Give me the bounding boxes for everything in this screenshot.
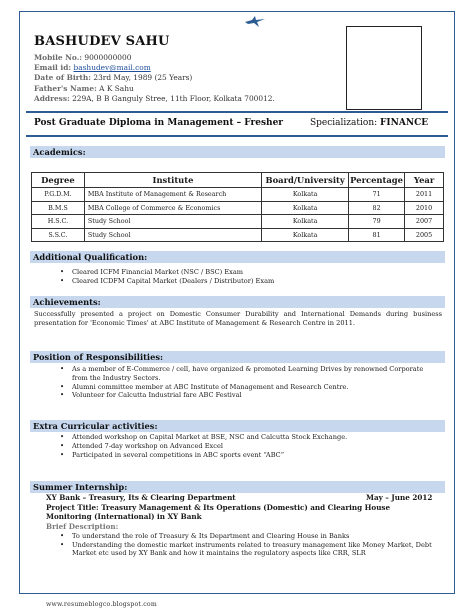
col-percentage: Percentage bbox=[349, 173, 405, 188]
mobile-label: Mobile No.: bbox=[34, 53, 83, 62]
cell-institute: Study School bbox=[84, 228, 261, 242]
list-item: • Participated in several competitions in ABC sports event “ABC” bbox=[60, 451, 438, 460]
table-row bbox=[32, 201, 444, 215]
section-qualification: Additional Qualification: bbox=[30, 251, 445, 263]
achievements-text: Successfully presented a project on Domestic Consumer Durability and International Demands during business presentation for 'Economic Times' at ABC Institute of Management & Research Centre in 2011. bbox=[34, 310, 442, 327]
photo-placeholder bbox=[346, 26, 422, 110]
cell-year: 2010 bbox=[405, 201, 444, 215]
resume-page bbox=[19, 11, 455, 594]
table-row bbox=[32, 188, 444, 202]
col-institute: Institute bbox=[84, 173, 261, 188]
cell-institute: MBA College of Commerce & Economics bbox=[84, 201, 261, 215]
header-divider bbox=[26, 111, 448, 113]
cell-institute: MBA Institute of Management & Research bbox=[84, 188, 261, 202]
candidate-name: BASHUDEV SAHU bbox=[34, 34, 170, 49]
cell-percentage: 81 bbox=[349, 228, 405, 242]
internship-company: XY Bank – Treasury, Its & Clearing Department bbox=[46, 493, 236, 502]
section-responsibilities: Position of Responsibilities: bbox=[30, 351, 445, 363]
table-row bbox=[32, 228, 444, 242]
list-item: • Alumni committee member at ABC Institute of Management and Research Centre. bbox=[60, 383, 438, 392]
table-row bbox=[32, 215, 444, 229]
list-item: • Attended workshop on Capital Market at BSE, NSC and Calcutta Stock Exchange. bbox=[60, 433, 438, 442]
cell-board: Kolkata bbox=[262, 228, 349, 242]
objective-divider bbox=[26, 135, 448, 137]
email-label: Email id: bbox=[34, 63, 72, 73]
father-value: A K Sahu bbox=[99, 83, 134, 93]
list-item: • Cleared ICDFM Capital Market (Dealers / Distributor) Exam bbox=[60, 277, 274, 286]
academics-table bbox=[31, 172, 444, 242]
cell-degree: H.S.C. bbox=[32, 215, 85, 229]
dob-value: 23rd May, 1989 (25 Years) bbox=[93, 73, 193, 83]
father-label: Father's Name: bbox=[34, 83, 97, 93]
cell-degree: B.M.S bbox=[32, 201, 85, 215]
cell-board: Kolkata bbox=[262, 215, 349, 229]
internship-list bbox=[60, 532, 436, 558]
specialization-value: FINANCE bbox=[380, 118, 429, 128]
cell-year: 2005 bbox=[405, 228, 444, 242]
list-item: • To understand the role of Treasury & Its Department and Clearing House in Banks bbox=[60, 532, 436, 541]
cell-degree: P.G.D.M. bbox=[32, 188, 85, 202]
section-academics: Academics: bbox=[30, 146, 445, 158]
address-label: Address: bbox=[34, 93, 70, 103]
section-achievements: Achievements: bbox=[30, 296, 445, 308]
list-item: • Cleared ICFM Financial Market (NSC / BSC) Exam bbox=[60, 268, 274, 277]
cell-degree: S.S.C. bbox=[32, 228, 85, 242]
qualification-list bbox=[60, 268, 274, 286]
list-item: • Volunteer for Calcutta Industrial fare ABC Festival bbox=[60, 391, 438, 400]
cell-institute: Study School bbox=[84, 215, 261, 229]
email-link[interactable]: bashudev@mail.com bbox=[73, 63, 151, 73]
list-item: • Attended 7-day workshop on Advanced Excel bbox=[60, 442, 438, 451]
cell-year: 2011 bbox=[405, 188, 444, 202]
cell-year: 2007 bbox=[405, 215, 444, 229]
bird-logo-icon bbox=[241, 12, 269, 32]
footer-url[interactable]: www.resumeblogco.blogspot.com bbox=[46, 601, 157, 608]
degree-title: Post Graduate Diploma in Management – Fresher bbox=[34, 118, 284, 128]
responsibilities-list bbox=[60, 365, 438, 400]
specialization-label: Specialization: bbox=[310, 118, 378, 128]
specialization bbox=[310, 118, 428, 128]
list-item: • Understanding the domestic market instruments related to treasury management like Money Market, Debt Market etc used by XY Bank and how it maintains the regulatory aspects like CRR, SLR bbox=[60, 541, 436, 558]
contact-info bbox=[34, 53, 275, 104]
col-board: Board/University bbox=[262, 173, 349, 188]
brief-label: Brief Description: bbox=[46, 522, 119, 531]
internship-project: Project Title: Treasury Management & Its Operations (Domestic) and Clearing House Monitoring (International) in XY Bank bbox=[46, 503, 391, 521]
mobile-value: 9000000000 bbox=[84, 53, 132, 62]
cell-percentage: 71 bbox=[349, 188, 405, 202]
section-extracurricular: Extra Curricular activities: bbox=[30, 420, 445, 432]
col-year: Year bbox=[405, 173, 444, 188]
cell-board: Kolkata bbox=[262, 201, 349, 215]
extracurricular-list bbox=[60, 433, 438, 459]
list-item: • As a member of E-Commerce / cell, have organized & promoted Learning Drives by renowned Corporate from the Industry Sectors. bbox=[60, 365, 438, 383]
cell-percentage: 82 bbox=[349, 201, 405, 215]
cell-percentage: 79 bbox=[349, 215, 405, 229]
cell-board: Kolkata bbox=[262, 188, 349, 202]
internship-period: May – June 2012 bbox=[366, 493, 433, 502]
address-value: 229A, B B Ganguly Stree, 11th Floor, Kolkata 700012. bbox=[72, 93, 275, 103]
col-degree: Degree bbox=[32, 173, 85, 188]
dob-label: Date of Birth: bbox=[34, 73, 92, 83]
section-internship: Summer Internship: bbox=[30, 481, 445, 493]
